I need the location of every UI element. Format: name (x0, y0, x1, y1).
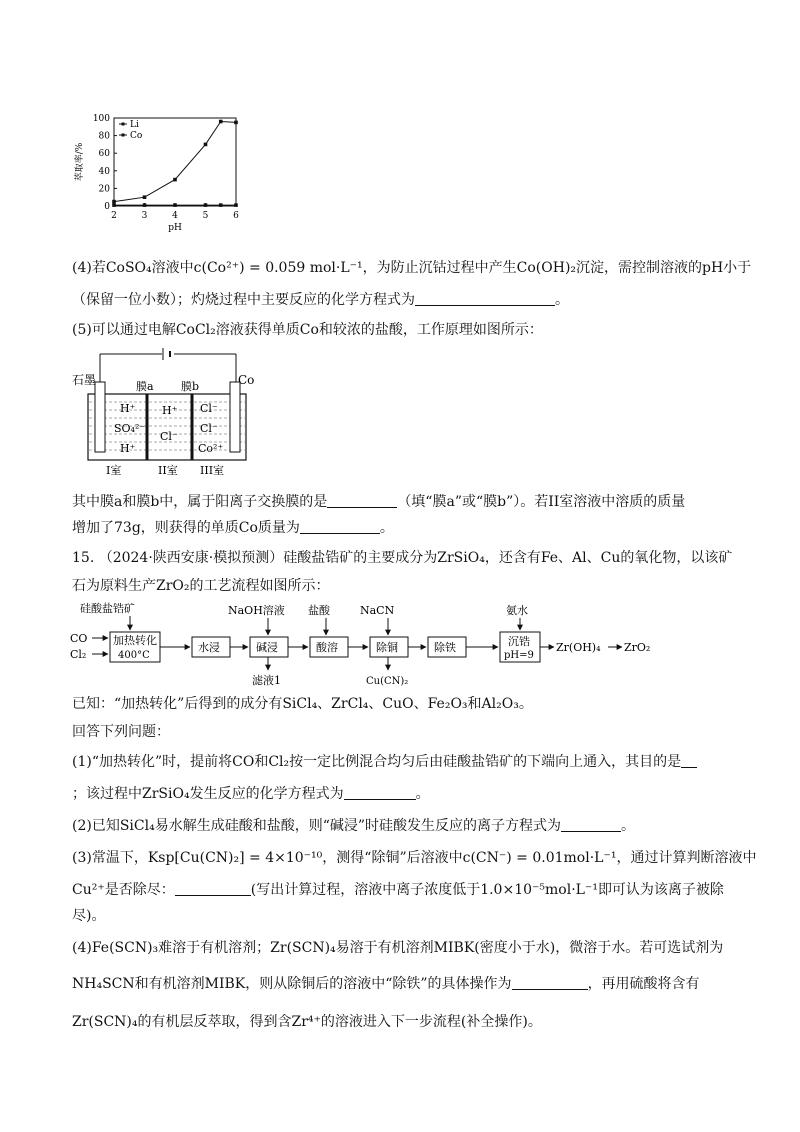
q15-p4-line3: Zr(SCN)₄的有机层反萃取，得到含Zr⁴⁺的溶液进入下一步流程(补全操作)。 (72, 1014, 542, 1030)
data-point-co (234, 121, 238, 125)
q15-p1-line1: (1)“加热转化”时，提前将CO和Cl₂按一定比例混合均匀后由硅酸盐锆矿的下端向上通入，其目的是 (72, 752, 697, 772)
data-point-li (173, 203, 177, 207)
data-point-li (219, 203, 223, 207)
x-tick-label: 2 (111, 211, 117, 221)
cucn2-label: Cu(CN)₂ (366, 676, 409, 687)
room2-ion: H⁺ (162, 404, 178, 417)
x-tick-label: 4 (172, 211, 178, 221)
legend-marker (122, 123, 125, 126)
room1-label: I室 (106, 464, 122, 477)
naoh-label: NaOH溶液 (228, 604, 285, 617)
membrane-b-label: 膜b (181, 380, 200, 393)
legend-marker (122, 134, 125, 137)
room3-ion: Cl⁻ (200, 422, 218, 435)
zroh4-label: Zr(OH)₄ (556, 641, 601, 654)
ore-label: 硅酸盐锆矿 (80, 602, 135, 615)
q5-question-line2: 增加了73g，则获得的单质Co质量为 。 (72, 520, 394, 536)
step-alkali-label: 碱浸 (256, 641, 278, 654)
y-tick-label: 0 (104, 202, 110, 212)
q15-p4-line1: (4)Fe(SCN)₃难溶于有机溶剂；Zr(SCN)₄易溶于有机溶剂MIBK(密度小于水)，微溶于水。若可选试剂为 (72, 940, 724, 956)
room2-label: II室 (158, 464, 178, 477)
step-heating-temp: 400°C (118, 650, 150, 661)
room3-ion: Co²⁺ (198, 442, 224, 455)
p4-operation-blank[interactable] (512, 975, 588, 990)
ammonia-label: 氨水 (506, 604, 528, 617)
gas-cl2-label: Cl₂ (70, 648, 87, 661)
y-axis-label: 萃取率/% (75, 142, 85, 182)
filtrate1-label: 滤液1 (252, 674, 281, 687)
membrane-a-label: 膜a (136, 380, 154, 393)
step-heating-label: 加热转化 (113, 634, 157, 647)
data-point-li (143, 203, 147, 207)
zro2-label: ZrO₂ (624, 641, 651, 654)
x-tick-label: 6 (233, 211, 239, 221)
y-tick-label: 20 (98, 184, 110, 195)
data-point-li (234, 203, 238, 207)
data-point-co (219, 120, 223, 124)
p1-purpose-blank[interactable] (681, 753, 697, 768)
step-copper-label: 除铜 (376, 641, 398, 654)
hcl-label: 盐酸 (308, 604, 330, 617)
q15-answer-intro: 回答下列问题： (72, 724, 170, 740)
p3-calc-blank[interactable] (175, 881, 251, 896)
cobalt-electrode (230, 382, 240, 452)
q4-line2: （保留一位小数）；灼烧过程中主要反应的化学方程式为 。 (72, 292, 569, 308)
q15-line1: 15. （2024·陕西安康·模拟预测）硅酸盐锆矿的主要成分为ZrSiO₄，还含有Fe、Al、Cu的氧化物，以该矿 (72, 550, 733, 566)
gas-co-label: CO (70, 632, 88, 645)
q15-p3-line3: 尽)。 (72, 908, 106, 924)
data-point-co (204, 143, 208, 147)
q15-p1-line2: ；该过程中ZrSiO₄发生反应的化学方程式为 。 (72, 786, 430, 802)
p1-equation-blank[interactable] (344, 785, 416, 800)
q15-p3-line1: (3)常温下，Ksp[Cu(CN)₂] = 4×10⁻¹⁰，测得“除铜”后溶液中c(CN⁻) = 0.01mol·L⁻¹，通过计算判断溶液中 (72, 850, 757, 866)
q4-line1: (4)若CoSO₄溶液中c(Co²⁺) = 0.059 mol·L⁻¹，为防止沉钴过程中产生Co(OH)₂沉淀，需控制溶液的pH小于 (72, 260, 752, 276)
graphite-label: 石墨 (72, 373, 97, 387)
q15-p3-line2: Cu²⁺是否除尽： (写出计算过程，溶液中离子浓度低于1.0×10⁻⁵mol·L⁻¹即可认为该离子被除 (72, 882, 724, 898)
y-tick-label: 80 (98, 131, 110, 142)
nacn-label: NaCN (360, 604, 395, 617)
room3-ion: Cl⁻ (200, 402, 218, 415)
data-point-co (112, 200, 116, 204)
co-label: Co (238, 373, 255, 387)
step-water-label: 水浸 (198, 641, 220, 654)
electrolysis-cell-diagram (70, 344, 260, 480)
step-precip-label: 沉锆 (508, 635, 530, 648)
q15-p2: (2)已知SiCl₄易水解生成硅酸和盐酸，则“碱浸”时硅酸发生反应的离子方程式为 。 (72, 818, 636, 834)
q15-p4-line2: NH₄SCN和有机溶剂MIBK，则从除铜后的溶液中“除铁”的具体操作为 ，再用硫酸将含有 (72, 976, 700, 992)
graphite-electrode (95, 382, 105, 452)
data-point-li (204, 203, 208, 207)
step-acid-label: 酸溶 (316, 641, 338, 654)
legend-label: Li (130, 120, 139, 130)
step-iron-label: 除铁 (434, 641, 456, 654)
q15-line2: 石为原料生产ZrO₂的工艺流程如图所示： (72, 578, 330, 594)
q5-co-mass-blank[interactable] (300, 519, 380, 534)
room3-label: III室 (200, 464, 225, 477)
q5-intro: (5)可以通过电解CoCl₂溶液获得单质Co和较浓的盐酸，工作原理如图所示： (72, 322, 543, 338)
room2-ion: Cl⁻ (160, 430, 178, 443)
step-precip-ph: pH=9 (504, 650, 534, 661)
y-tick-label: 100 (92, 114, 110, 124)
legend-label: Co (130, 131, 143, 141)
y-tick-label: 60 (98, 149, 110, 160)
x-tick-label: 3 (141, 211, 148, 221)
data-point-li (112, 203, 116, 207)
process-flowchart (70, 600, 670, 690)
y-tick-label: 40 (98, 166, 110, 177)
q5-membrane-blank[interactable] (327, 493, 397, 508)
q5-question-line1: 其中膜a和膜b中，属于阳离子交换膜的是 （填“膜a”或“膜b”）。若II室溶液中溶质的质量 (72, 494, 686, 510)
data-point-co (173, 178, 177, 182)
x-tick-label: 5 (202, 211, 209, 221)
room1-ion: SO₄²⁻ (114, 422, 146, 435)
extraction-rate-chart (68, 108, 248, 242)
room1-ion: H⁺ (120, 402, 136, 415)
room1-ion: H⁺ (120, 442, 136, 455)
q15-known: 已知：“加热转化”后得到的成分有SiCl₄、ZrCl₄、CuO、Fe₂O₃和Al₂O₃。 (72, 696, 533, 712)
p2-equation-blank[interactable] (561, 817, 621, 832)
data-point-co (143, 195, 147, 199)
x-axis-label: pH (168, 223, 182, 233)
q4-answer-blank[interactable] (415, 291, 555, 306)
